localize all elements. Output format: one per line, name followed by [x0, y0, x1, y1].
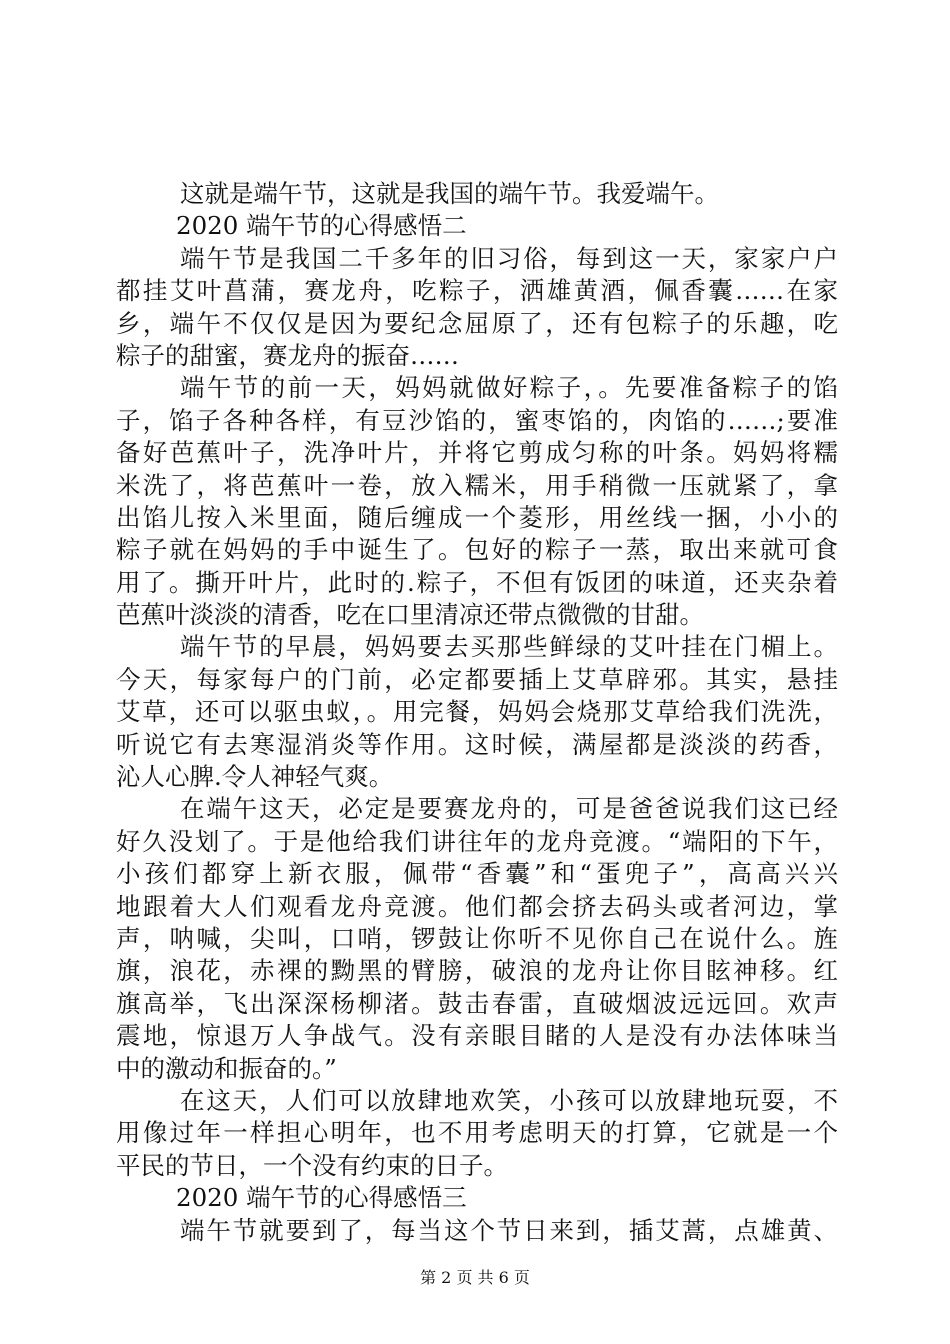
text-line: 这就是端午节，这就是我国的端午节。我爱端午。 — [180, 179, 719, 208]
text-line: 端午节是我国二千多年的旧习俗，每到这一天，家家户户 — [180, 243, 838, 273]
text-line: 芭蕉叶淡淡的清香，吃在口里清凉还带点微微的甘甜。 — [116, 600, 704, 630]
text-line: 小孩们都穿上新衣服，佩带“香囊”和“蛋兜子”，高高兴兴 — [116, 859, 838, 889]
text-line: 用像过年一样担心明年，也不用考虑明天的打算，它就是一个 — [116, 1118, 838, 1148]
text-line: 艾草，还可以驱虫蚁，。用完餐，妈妈会烧那艾草给我们洗洗， — [116, 697, 838, 727]
text-line: 备好芭蕉叶子，洗净叶片，并将它剪成匀称的叶条。妈妈将糯 — [116, 438, 838, 468]
section-heading: 2020 端午节的心得感悟二 — [176, 211, 467, 241]
text-line: 旗高举，飞出深深杨柳渚。鼓击春雷，直破烟波远远回。欢声 — [116, 988, 838, 1018]
text-line: 平民的节日，一个没有约束的日子。 — [116, 1150, 508, 1180]
text-line: 旗，浪花，赤裸的黝黑的臂膀，破浪的龙舟让你目眩神移。红 — [116, 956, 838, 986]
text-line: 乡，端午不仅仅是因为要纪念屈原了，还有包粽子的乐趣，吃 — [116, 308, 838, 338]
text-line: 端午节就要到了，每当这个节日来到，插艾蒿，点雄黄、 — [180, 1215, 838, 1245]
text-line: 地跟着大人们观看龙舟竞渡。他们都会挤去码头或者河边，掌 — [116, 891, 838, 921]
text-line: 米洗了，将芭蕉叶一卷，放入糯米，用手稍微一压就紧了，拿 — [116, 470, 838, 500]
text-line: 震地，惊退万人争战气。没有亲眼目睹的人是没有办法体味当 — [116, 1021, 838, 1051]
text-line: 粽子就在妈妈的手中诞生了。包好的粽子一蒸，取出来就可食 — [116, 535, 838, 565]
text-line: 中的激动和振奋的。” — [116, 1053, 337, 1083]
document-body — [116, 178, 838, 1247]
text-line: 端午节的早晨，妈妈要去买那些鲜绿的艾叶挂在门楣上。 — [180, 632, 838, 662]
text-line: 用了。撕开叶片，此时的.粽子，不但有饭团的味道，还夹杂着 — [116, 567, 838, 597]
text-line: 沁人心脾.令人神轻气爽。 — [116, 762, 394, 792]
text-line: 端午节的前一天，妈妈就做好粽子，。先要准备粽子的馅 — [180, 373, 838, 403]
text-line: 粽子的甜蜜，赛龙舟的振奋…… — [116, 340, 459, 370]
text-line: 出馅儿按入米里面，随后缠成一个菱形，用丝线一捆，小小的 — [116, 502, 838, 532]
page-footer: 第 2 页 共 6 页 — [420, 1268, 530, 1287]
text-line: 在这天，人们可以放肆地欢笑，小孩可以放肆地玩耍，不 — [180, 1085, 838, 1115]
text-line: 在端午这天，必定是要赛龙舟的，可是爸爸说我们这已经 — [180, 794, 838, 824]
section-heading: 2020 端午节的心得感悟三 — [176, 1183, 467, 1213]
text-line: 子，馅子各种各样，有豆沙馅的，蜜枣馅的，肉馅的……;要准 — [116, 405, 838, 435]
text-line: 声，呐喊，尖叫，口哨，锣鼓让你听不见你自己在说什么。旌 — [116, 923, 838, 953]
text-line: 好久没划了。于是他给我们讲往年的龙舟竞渡。“端阳的下午， — [116, 826, 838, 856]
text-line: 今天，每家每户的门前，必定都要插上艾草辟邪。其实，悬挂 — [116, 664, 838, 694]
text-line: 都挂艾叶菖蒲，赛龙舟，吃粽子，洒雄黄酒，佩香囊……在家 — [116, 276, 838, 306]
text-line: 听说它有去寒湿消炎等作用。这时候，满屋都是淡淡的药香， — [116, 729, 838, 759]
